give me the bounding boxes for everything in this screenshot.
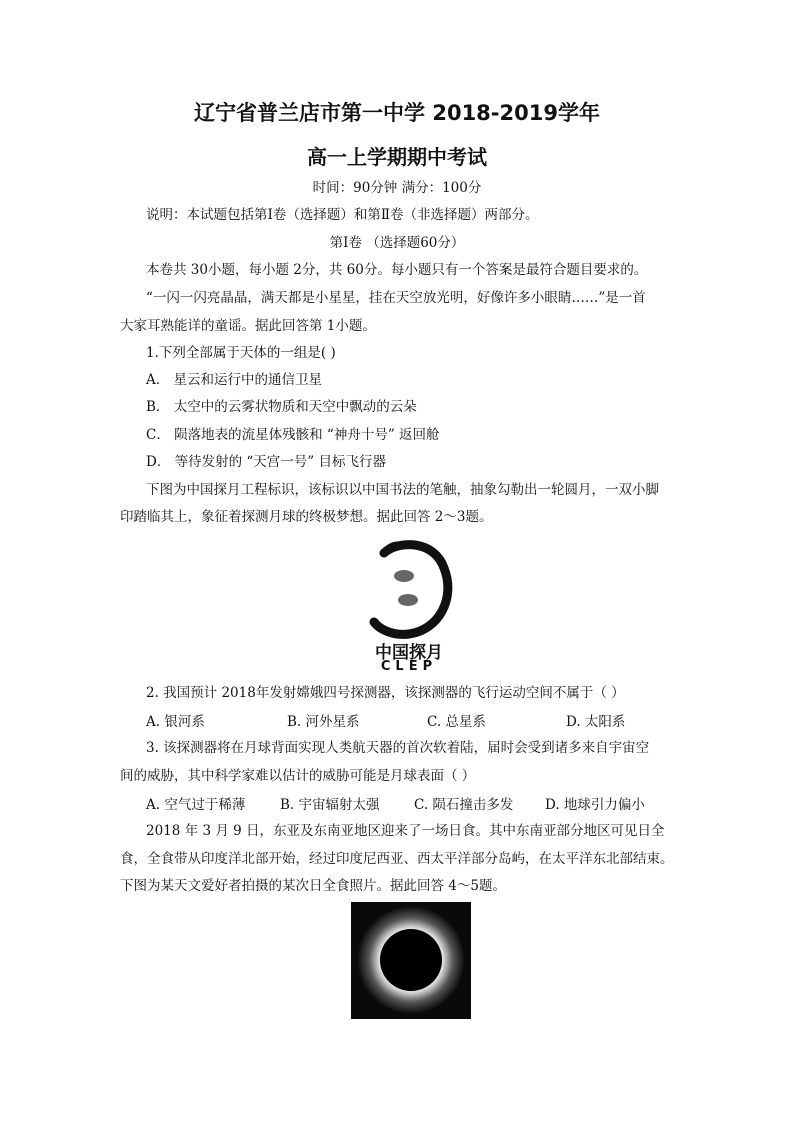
q1-option-b: B． 太空中的云雾状物质和天空中飘动的云朵 — [146, 399, 417, 415]
q1-stem: 1.下列全部属于天体的一组是( ) — [146, 345, 336, 361]
q3-stem-line2: 间的威胁，其中科学家难以估计的威胁可能是月球表面（ ） — [120, 768, 476, 784]
q2-stem: 2. 我国预计 2018年发射嫦娥四号探测器，该探测器的飞行运动空间不属于（ ） — [146, 685, 625, 701]
section-instructions: 本卷共 30小题，每小题 2分，共 60分。每小题只有一个答案是最符合题目要求的。 — [146, 262, 648, 278]
exam-title: 辽宁省普兰店市第一中学 2018-2019学年 — [194, 101, 600, 125]
q3-option-a: A. 空气过于稀薄 — [146, 797, 246, 813]
q3-stem-line1: 3. 该探测器将在月球背面实现人类航天器的首次软着陆，届时会受到诸多来自宇宙空 — [146, 740, 650, 756]
eclipse-photo — [351, 902, 471, 1019]
section-heading: 第Ⅰ卷 （选择题60分） — [329, 235, 465, 251]
passage3-line2: 食，全食带从印度洋北部开始，经过印度尼西亚、西太平洋部分岛屿，在太平洋东北部结束。 — [120, 851, 674, 867]
q2-option-a: A. 银河系 — [146, 714, 205, 730]
clep-logo — [364, 538, 454, 678]
time-info: 时间：90分钟 满分：100分 — [312, 180, 482, 196]
q3-option-c: C. 陨石撞击多发 — [414, 797, 514, 813]
q1-option-a: A． 星云和运行中的通信卫星 — [146, 372, 323, 388]
passage2-line1: 下图为中国探月工程标识，该标识以中国书法的笔触，抽象勾勒出一轮圆月，一双小脚 — [146, 482, 659, 498]
q1-option-d: D． 等待发射的 “天宫一号” 目标飞行器 — [146, 454, 387, 470]
clep-logo-en: CLEP — [380, 659, 438, 674]
q1-option-c: C． 陨落地表的流星体残骸和 “神舟十号” 返回舱 — [146, 427, 440, 443]
clep-logo-cn: 中国探月 — [375, 643, 443, 663]
exam-note: 说明：本试题包括第Ⅰ卷（选择题）和第Ⅱ卷（非选择题）两部分。 — [146, 207, 539, 223]
passage3-line1: 2018 年 3 月 9 日，东亚及东南亚地区迎来了一场日食。其中东南亚部分地区可见日全 — [146, 823, 665, 839]
passage3-line3: 下图为某天文爱好者拍摄的某次日全食照片。据此回答 4～5题。 — [120, 878, 506, 894]
eclipse-photo-graphic — [351, 902, 471, 1019]
q2-option-c: C. 总星系 — [427, 714, 486, 730]
passage1-line2: 大家耳熟能详的童谣。据此回答第 1小题。 — [120, 318, 376, 334]
q3-option-d: D. 地球引力偏小 — [545, 797, 645, 813]
exam-subtitle: 高一上学期期中考试 — [307, 145, 487, 169]
q3-option-b: B. 宇宙辐射太强 — [280, 797, 380, 813]
passage1-line1: “一闪一闪亮晶晶，满天都是小星星，挂在天空放光明，好像许多小眼睛……”是一首 — [146, 290, 646, 306]
passage2-line2: 印踏临其上，象征着探测月球的终极梦想。据此回答 2～3题。 — [120, 509, 493, 525]
q2-option-b: B. 河外星系 — [287, 714, 360, 730]
q2-option-d: D. 太阳系 — [566, 714, 626, 730]
